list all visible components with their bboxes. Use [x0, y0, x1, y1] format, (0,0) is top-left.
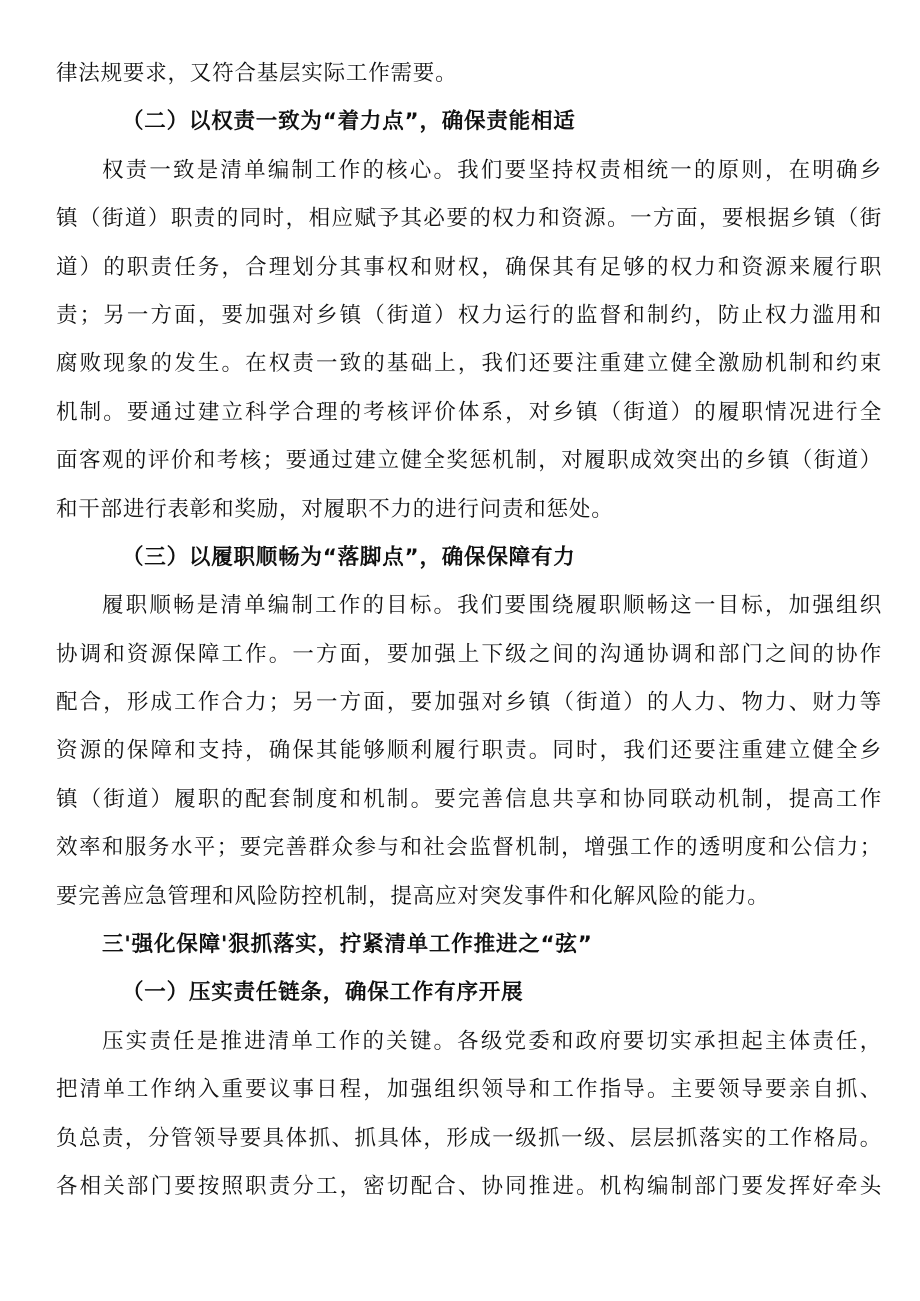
- body-line: 腐败现象的发生。在权责一致的基础上，我们还要注重建立健全激励机制和约束: [56, 351, 882, 377]
- section-heading: （三）以履职顺畅为“落脚点”，确保保障有力: [122, 544, 576, 570]
- body-line: 要完善应急管理和风险防控机制，提高应对突发事件和化解风险的能力。: [56, 883, 770, 909]
- paragraph-first-line: 权责一致是清单编制工作的核心。我们要坚持权责相统一的原则，在明确乡: [102, 157, 882, 183]
- chapter-heading: 三'强化保障'狠抓落实，拧紧清单工作推进之“弦”: [102, 932, 593, 958]
- body-line: 机制。要通过建立科学合理的考核评价体系，对乡镇（街道）的履职情况进行全: [56, 399, 882, 425]
- body-line: 镇（街道）职责的同时，相应赋予其必要的权力和资源。一方面，要根据乡镇（街: [56, 206, 882, 232]
- section-heading: （二）以权责一致为“着力点”，确保责能相适: [122, 109, 576, 135]
- body-line: 各相关部门要按照职责分工，密切配合、协同推进。机构编制部门要发挥好牵头: [56, 1173, 882, 1199]
- body-line: 责；另一方面，要加强对乡镇（街道）权力运行的监督和制约，防止权力滥用和: [56, 302, 882, 328]
- body-line: 负总责，分管领导要具体抓、抓具体，形成一级抓一级、层层抓落实的工作格局。: [56, 1125, 882, 1151]
- body-line: 配合，形成工作合力；另一方面，要加强对乡镇（街道）的人力、物力、财力等: [56, 690, 882, 716]
- body-line: 把清单工作纳入重要议事日程，加强组织领导和工作指导。主要领导要亲自抓、: [56, 1077, 882, 1103]
- paragraph-first-line: 履职顺畅是清单编制工作的目标。我们要围绕履职顺畅这一目标，加强组织: [102, 593, 882, 619]
- body-line: 和干部进行表彰和奖励，对履职不力的进行问责和惩处。: [56, 496, 614, 522]
- body-line: 面客观的评价和考核；要通过建立健全奖惩机制，对履职成效突出的乡镇（街道）: [56, 448, 882, 474]
- body-line: 镇（街道）履职的配套制度和机制。要完善信息共享和协同联动机制，提高工作: [56, 786, 882, 812]
- body-line: 协调和资源保障工作。一方面，要加强上下级之间的沟通协调和部门之间的协作: [56, 641, 882, 667]
- body-line: 道）的职责任务，合理划分其事权和财权，确保其有足够的权力和资源来履行职: [56, 254, 882, 280]
- body-line: 律法规要求，又符合基层实际工作需要。: [56, 61, 458, 86]
- body-line: 效率和服务水平；要完善群众参与和社会监督机制，增强工作的透明度和公信力；: [56, 835, 882, 861]
- section-heading: （一）压实责任链条，确保工作有序开展: [122, 980, 524, 1006]
- body-line: 资源的保障和支持，确保其能够顺利履行职责。同时，我们还要注重建立健全乡: [56, 738, 882, 764]
- paragraph-first-line: 压实责任是推进清单工作的关键。各级党委和政府要切实承担起主体责任，: [102, 1028, 882, 1054]
